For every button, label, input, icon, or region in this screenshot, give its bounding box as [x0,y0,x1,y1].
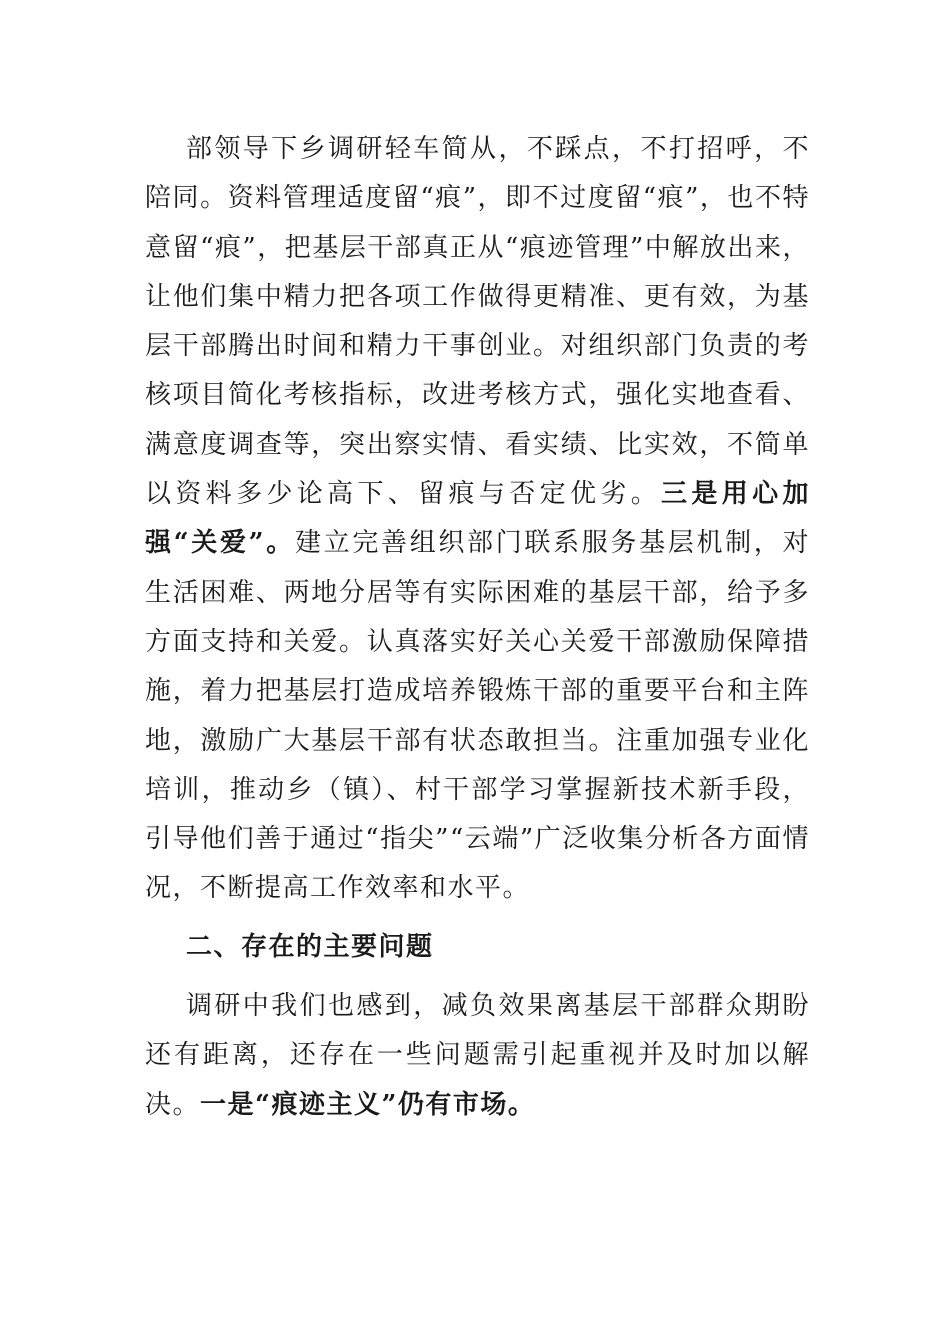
paragraph-1-bold-point-three: 三是用心加强“关爱”。 [145,479,810,559]
section-heading: 二、存在的主要问题 [186,931,434,962]
paragraph-2-text-a: 调研中我们也感到，减负效果离基层干部群众期盼还有距离，还存在一些问题需引起重视并及时加以解决。 [145,991,810,1120]
paragraph-1-text-c: 建立完善组织部门联系服务基层机制，对生活困难、两地分居等有实际困难的基层干部，给予多方面支持和关爱。认真落实好关心关爱干部激励保障措施，着力把基层打造成培养锻炼干部的重要平台和主阵地，激励广大基层干部有状态敢担当。注重加强专业化培训，推动乡（镇）、村干部学习掌握新技术新手段，引导他们善于通过“指尖”“云端”广泛收集分析各方面情况，不断提高工作效率和水平。 [145,528,810,904]
paragraph-2-bold-point-one: 一是“痕迹主义”仍有市场。 [200,1089,536,1120]
body-paragraph-2 [145,982,810,1130]
body-paragraph-1 [145,125,810,914]
paragraph-1-text-a: 部领导下乡调研轻车简从，不踩点，不打招呼，不陪同。资料管理适度留“痕”，即不过度留“痕”，也不特意留“痕”，把基层干部真正从“痕迹管理”中解放出来，让他们集中精力把各项工作做得更精准、更有效，为基层干部腾出时间和精力干事创业。对组织部门负责的考核项目简化考核指标，改进考核方式，强化实地查看、满意度调查等，突出察实情、看实绩、比实效，不简单以资料多少论高下、留痕与否定优劣。 [145,134,810,510]
document-body [145,125,810,1130]
